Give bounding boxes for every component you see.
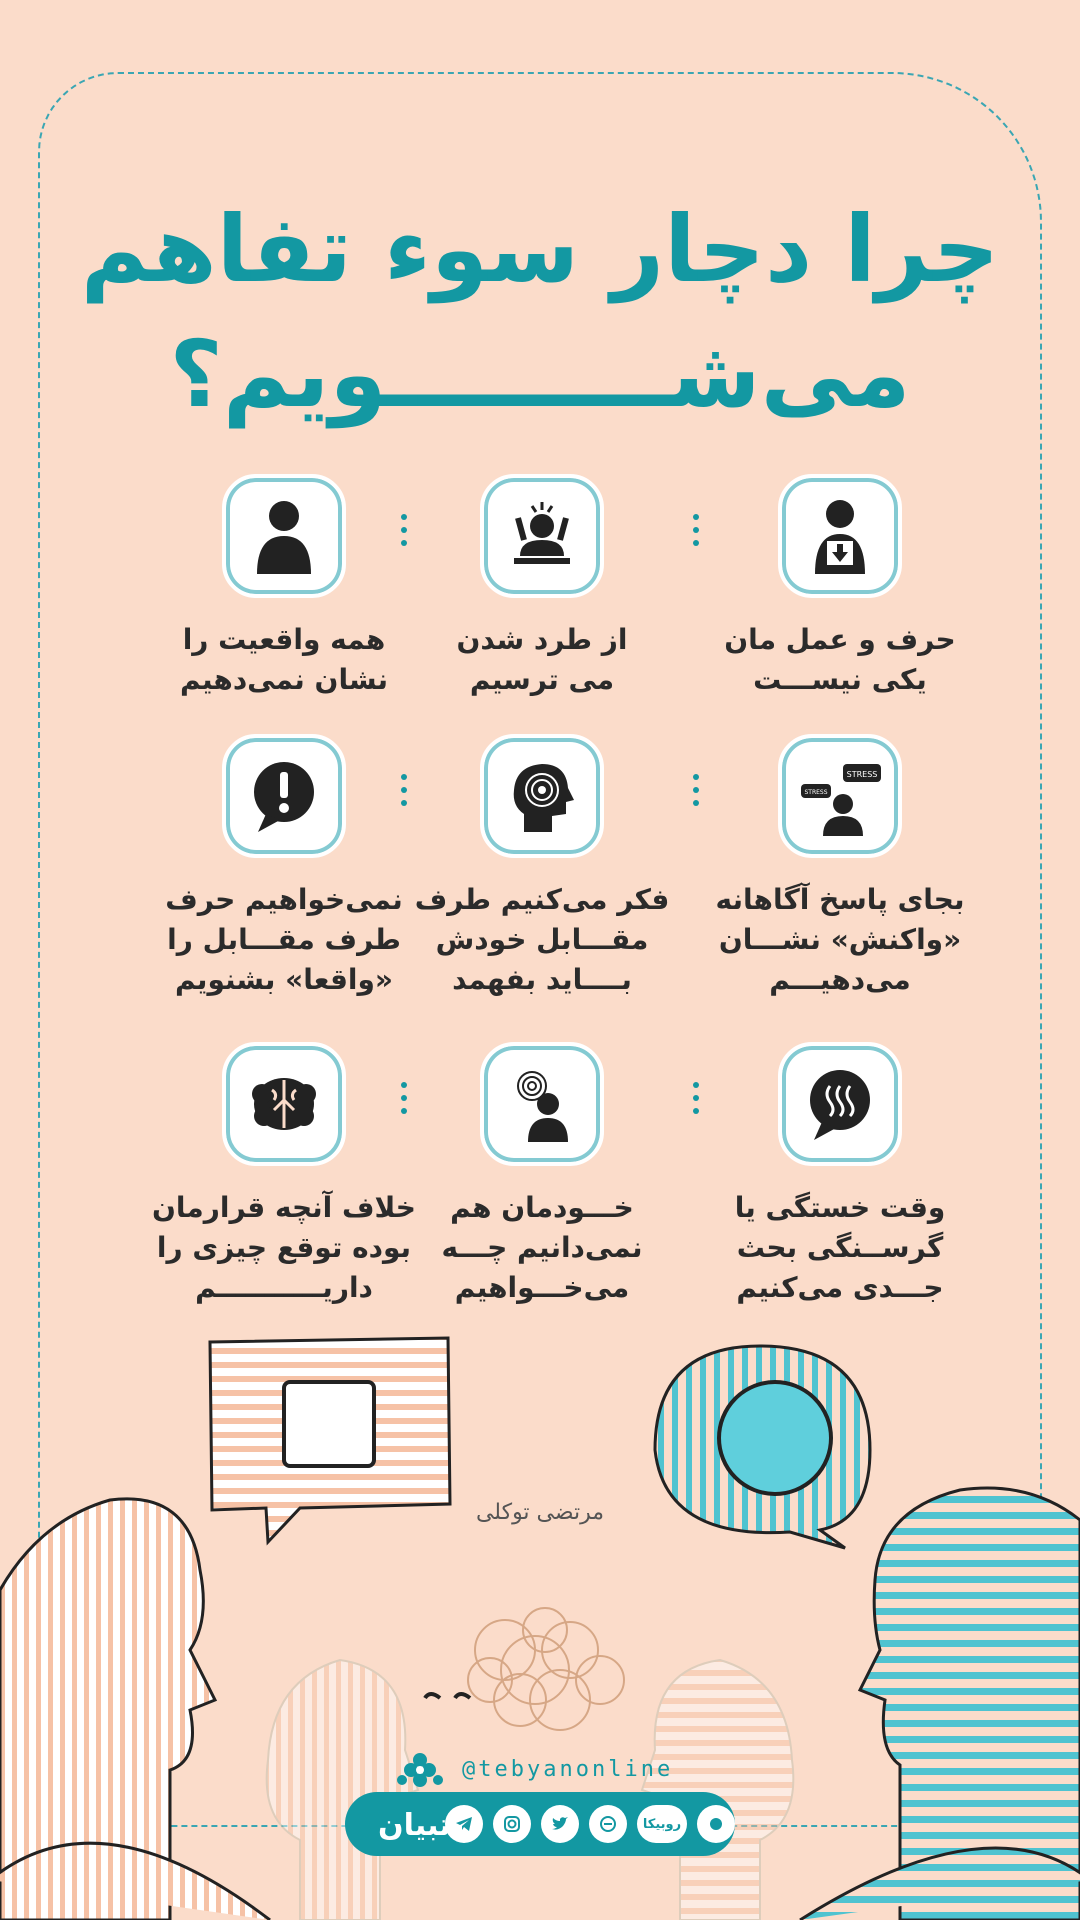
item-label: بجای پاسخ آگاهانه «واکنش» نشـــان می‌دهیـــم <box>715 883 965 996</box>
rubika-link[interactable]: روبیکا <box>637 1805 687 1843</box>
tebyan-logo-icon <box>385 1752 455 1802</box>
item-not-listening <box>134 734 434 1000</box>
head-spiral-icon <box>480 1042 604 1166</box>
telegram-icon[interactable] <box>445 1805 483 1843</box>
svg-text:STRESS: STRESS <box>846 770 878 779</box>
item-label: همه واقعیت را نشان نمی‌دهیم <box>180 623 388 696</box>
separator-dots <box>693 514 701 553</box>
svg-text:STRESS: STRESS <box>804 789 828 796</box>
item-label: حرف و عمل مان یکی نیســـت <box>724 623 956 696</box>
twitter-icon[interactable] <box>541 1805 579 1843</box>
eitaa-icon[interactable] <box>589 1805 627 1843</box>
exclamation-bubble-icon <box>222 734 346 858</box>
separator-dots <box>693 774 701 813</box>
person-down-arrow-icon <box>778 474 902 598</box>
person-icon <box>222 474 346 598</box>
tebyan-logo-text: تبیان <box>378 1808 451 1843</box>
item-label: از طرد شدن می ترسیم <box>456 623 628 696</box>
instagram-icon[interactable] <box>493 1805 531 1843</box>
item-fear-rejection <box>392 474 692 700</box>
separator-dots <box>401 774 409 813</box>
separator-dots <box>401 1082 409 1121</box>
title-line-1: چرا دچار سوء تفاهم <box>80 196 1000 303</box>
item-reaction <box>690 734 990 1000</box>
title-line-2: می‌شـــــــــویم؟ <box>169 321 911 428</box>
stress-bubbles-icon <box>778 734 902 858</box>
author-name: مرتضی توکلی <box>475 1500 605 1525</box>
brain-icon <box>222 1042 346 1166</box>
item-show-reality <box>134 474 434 700</box>
item-label: وقت خستگی یا گرســنگی بحث جـــدی می‌کنیم <box>734 1191 946 1304</box>
item-should-understand <box>392 734 692 1000</box>
item-label: خـــودمان هم نمی‌دانیم چـــه می‌خـــواهیم <box>441 1191 643 1304</box>
item-tired-hungry <box>690 1042 990 1308</box>
head-target-icon <box>480 734 604 858</box>
item-dont-know-want <box>392 1042 692 1308</box>
item-label: فکر می‌کنیم طرف مقـــابل خودش بــــاید بفهمد <box>414 883 670 996</box>
social-handle[interactable]: @tebyanonline <box>462 1757 674 1782</box>
item-words-actions <box>690 474 990 700</box>
item-expectations <box>134 1042 434 1308</box>
separator-dots <box>693 1082 701 1121</box>
bale-icon[interactable] <box>697 1805 735 1843</box>
item-label: نمی‌خواهیم حرف طرف مقـــابل را «واقعا» بشنویم <box>165 883 403 996</box>
steam-bubble-icon <box>778 1042 902 1166</box>
item-label: خلاف آنچه قرارمان بوده توقع چیزی را داریـــــــــــم <box>152 1191 416 1304</box>
separator-dots <box>401 514 409 553</box>
stressed-person-icon <box>480 474 604 598</box>
